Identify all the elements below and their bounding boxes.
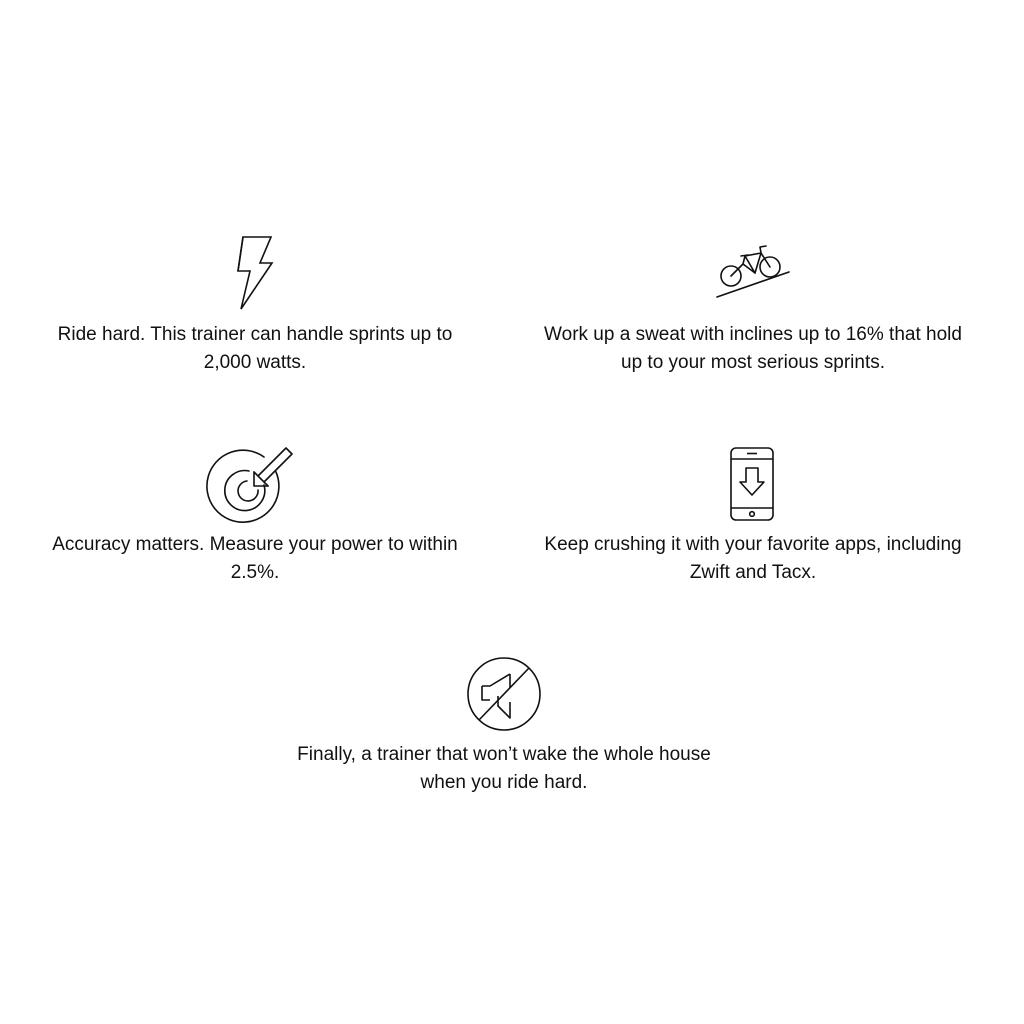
- phone-download-icon: [729, 446, 775, 522]
- bicycle-incline-icon: [715, 242, 791, 302]
- feature-apps-caption: [515, 531, 991, 587]
- feature-quiet: [270, 650, 738, 800]
- feature-power-caption: [20, 321, 490, 377]
- feature-accuracy-caption: [20, 531, 490, 587]
- caption-line: when you ride hard.: [420, 772, 588, 793]
- caption-line: 2.5%.: [230, 562, 280, 583]
- speaker-muted-icon: [466, 656, 542, 732]
- feature-incline: [515, 230, 991, 380]
- feature-power: [20, 230, 490, 380]
- caption-line: Ride hard. This trainer can handle sprints up to: [57, 324, 453, 345]
- feature-incline-caption: [515, 321, 991, 377]
- caption-line: Keep crushing it with your favorite apps, including: [544, 534, 962, 555]
- target-arrow-icon: [216, 446, 296, 526]
- feature-accuracy: [20, 440, 490, 590]
- caption-line: Finally, a trainer that won’t wake the whole house: [297, 744, 711, 765]
- lightning-icon: [235, 235, 275, 311]
- caption-line: up to your most serious sprints.: [621, 352, 885, 373]
- caption-line: Work up a sweat with inclines up to 16% that hold: [544, 324, 962, 345]
- feature-quiet-caption: [270, 741, 738, 797]
- caption-line: Zwift and Tacx.: [689, 562, 817, 583]
- feature-apps: [515, 440, 991, 590]
- caption-line: Accuracy matters. Measure your power to within: [52, 534, 458, 555]
- caption-line: 2,000 watts.: [203, 352, 307, 373]
